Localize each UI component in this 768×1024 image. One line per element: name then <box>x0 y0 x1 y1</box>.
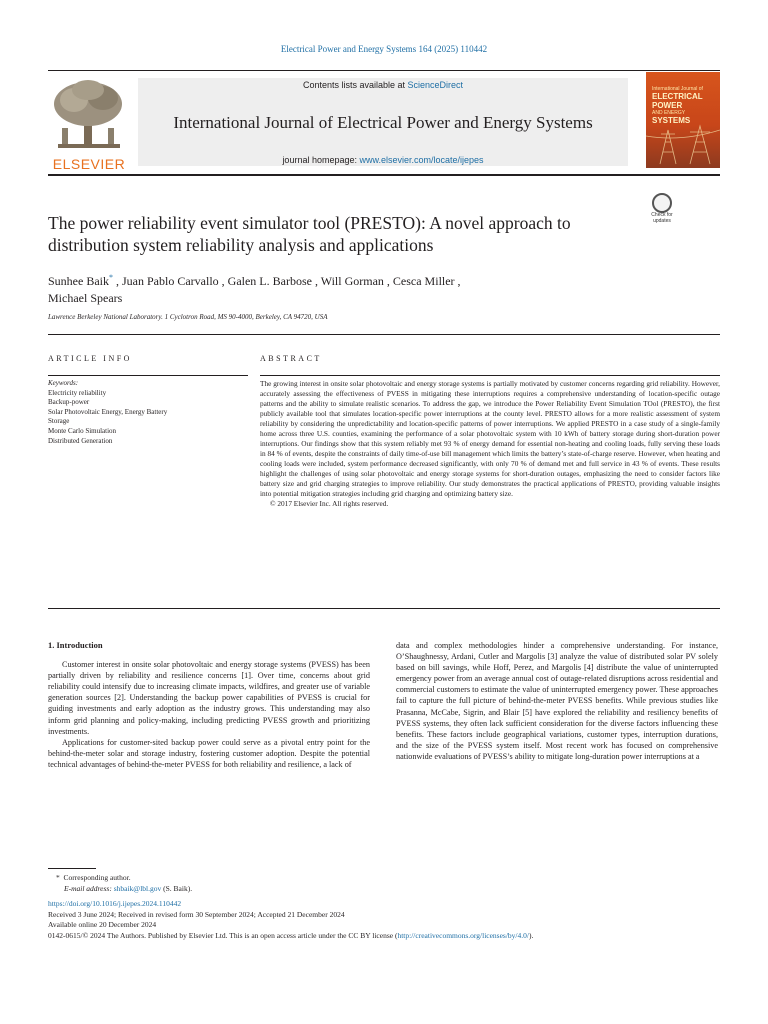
journal-title: International Journal of Electrical Power and Energy Systems <box>173 113 593 132</box>
masthead <box>48 72 720 172</box>
badge-line-1: Check for <box>651 212 673 218</box>
body-paragraph: data and complex methodologies hinder a comprehensive understanding. For instance, O’Shaughnessy, Ardani, Cutler and Margolis [3] analyze the value of distributed solar PV solely based on bill savings, while Hoff, Perez, and Margolis [4] distribute the value of uninterrupted emergency power from an average annual cost of outage-related disruptions across residential and commercial customers to estimate the value of uninterrupted emergency power. These approaches fail to capture the full picture of behind-the-meter PVESS benefits. While previous studies like Prasanna, McCabe, Sigrin, and Blair [5] have explored the reliability and resiliency benefits of PVESS systems, they often lack sufficient consideration for the diverse factors influencing these benefits. These factors include geographical variations, customer types, interruption durations, and the size of the PVESS system itself. Most recent work has focused on comprehensive nationwide evaluations of PVESS’s ability to mitigate long-duration power interruptions at a <box>396 641 718 761</box>
abstract-bottom-rule <box>48 608 720 609</box>
abstract <box>260 379 720 509</box>
article-metadata <box>48 899 728 941</box>
footnote <box>48 868 448 895</box>
footnote-mark: * <box>56 872 60 882</box>
license-prefix: 0142-0615/© 2024 The Authors. Published by Elsevier Ltd. This is an open access article under the CC BY license ( <box>48 930 398 940</box>
body-column-left <box>48 640 370 770</box>
email-label: E-mail address: <box>64 884 114 894</box>
elsevier-tree-icon <box>48 78 130 154</box>
license-line <box>48 931 728 942</box>
contents-line <box>138 80 628 90</box>
body-paragraph: Applications for customer-sited backup power could serve as a pivotal entry point for the behind-the-meter solar and storage industry, fostering customer adoption. Despite the potential technical advantages of behind-the-meter PVESS for both reliability and resilience, a lack of <box>48 737 370 769</box>
keyword-item: Distributed Generation <box>48 436 113 445</box>
sciencedirect-link[interactable]: ScienceDirect <box>407 80 464 90</box>
keyword-item: Electricity reliability <box>48 388 107 397</box>
cover-line-1: ELECTRICAL <box>652 92 703 101</box>
authors-divider <box>48 334 720 335</box>
section-heading-introduction: 1. Introduction <box>48 640 103 650</box>
article-info-rule <box>48 375 248 376</box>
authors-line-1 <box>48 269 648 290</box>
abstract-rule <box>260 375 720 376</box>
footnote-rule <box>48 868 96 869</box>
corresponding-author-note <box>48 872 448 884</box>
contents-prefix: Contents lists available at <box>302 80 408 90</box>
license-link[interactable]: http://creativecommons.org/licenses/by/4.0/ <box>397 930 529 940</box>
keywords-label: Keywords: <box>48 379 79 387</box>
cover-line-3: AND ENERGY <box>652 110 686 116</box>
body-column-right <box>396 640 718 762</box>
badge-text <box>646 213 678 224</box>
body-paragraph: Customer interest in onsite solar photovoltaic and energy storage systems (PVESS) has been partially driven by reliability and resilience concerns [1]. Over time, concerns about grid reliability could intensify due to increasing climate impacts, wildfires, and greater use of variable generation sources [2]. Understanding the backup power capabilities of PVESS is crucial for guiding investments and early adoption as the industry grows. This understanding may also inform grid planning and policy-making, including predicting PVESS growth and prioritizing investments. <box>48 660 370 736</box>
email-link[interactable]: shbaik@lbl.gov <box>113 884 162 894</box>
authors-line-2[interactable]: Michael Spears <box>48 291 123 305</box>
received-dates: Received 3 June 2024; Received in revised form 30 September 2024; Accepted 21 December 2024 <box>48 909 345 919</box>
keyword-item: Storage <box>48 417 70 426</box>
header-bottom-rule <box>48 174 720 176</box>
abstract-heading: ABSTRACT <box>260 354 322 363</box>
corresponding-author-text: Corresponding author. <box>63 872 131 882</box>
header-top-rule <box>48 70 720 71</box>
journal-homepage <box>138 155 628 165</box>
check-for-updates-badge[interactable] <box>646 193 678 231</box>
journal-cover-thumbnail[interactable] <box>646 72 720 168</box>
cover-line-2: POWER <box>652 101 683 110</box>
publisher-logo-word: ELSEVIER <box>52 156 126 172</box>
cover-small-text: International Journal of <box>652 86 703 92</box>
license-suffix: ). <box>528 930 534 940</box>
available-online: Available online 20 December 2024 <box>48 920 157 929</box>
elsevier-logo[interactable] <box>48 78 130 172</box>
abstract-text: The growing interest in onsite solar photovoltaic and energy storage systems is partially motivated by customer concerns regarding grid reliability. However, accurately assessing the effectiveness of PVESS in mitigating these interruptions requires a comprehensive understanding of location-specific outage patterns and the ability to simulate realistic scenarios. To address the gap, we introduce the Power Reliability Event Simulation TOol (PRESTO), the first publicly available tool that simulates location-specific power interruptions at the county level. PRESTO allows for a more realistic assessment of system reliability by considering the unpredictability and location-specific patterns of power interruptions. We applied PRESTO in a case study of a single-family home across three U.S. counties, examining the performance of a solar photovoltaic system with 10 kWh of battery storage during short-duration power interruptions. Our findings show that this system reliably met 93 % of energy demand for essential non-heating and cooling loads, fully serving these loads in 84 % of events, despite the constraints of daily time-of-use bill management which limits the battery’s state-of-charge reserve. However, when heating and cooling loads were included, system performance decreased significantly, with only 70 % of demand met and full service in 43 % of events. These results highlight the challenges of using solar photovoltaic and energy storage systems for short-duration outages, emphasizing the need to consider factors like battery size and grid charging strategies to improve reliability. Our study demonstrates the practical applications of PRESTO, providing valuable insights into potential mitigation strategies including grid charging and optimizing battery size. <box>260 379 720 498</box>
corresponding-author-marker[interactable]: * <box>109 273 113 282</box>
check-updates-icon <box>652 193 672 213</box>
affiliation: Lawrence Berkeley National Laboratory. 1 Cyclotron Road, MS 90-4000, Berkeley, CA 94720, USA <box>48 313 328 321</box>
email-suffix: (S. Baik). <box>161 884 193 894</box>
homepage-link[interactable]: www.elsevier.com/locate/ijepes <box>359 155 484 165</box>
authors-text-1[interactable]: Sunhee Baik* , Juan Pablo Carvallo , Galen L. Barbose , Will Gorman , Cesca Miller , <box>48 273 461 288</box>
badge-line-2: updates <box>653 217 671 224</box>
author-list <box>48 269 648 307</box>
keyword-item: Solar Photovoltaic Energy, Energy Battery <box>48 407 168 416</box>
doi-link[interactable]: https://doi.org/10.1016/j.ijepes.2024.110442 <box>48 899 182 908</box>
homepage-prefix: journal homepage: <box>282 155 360 165</box>
journal-banner <box>138 78 628 166</box>
paper-title: The power reliability event simulator tool (PRESTO): A novel approach to distribution system reliability analysis and applications <box>48 213 571 255</box>
journal-citation[interactable]: Electrical Power and Energy Systems 164 (2025) 110442 <box>280 44 488 54</box>
keyword-item: Backup-power <box>48 398 90 407</box>
keywords-block <box>48 379 248 446</box>
keyword-item: Monte Carlo Simulation <box>48 426 117 435</box>
cover-line-4: SYSTEMS <box>652 116 691 125</box>
abstract-copyright: © 2017 Elsevier Inc. All rights reserved. <box>270 499 389 508</box>
power-pylon-icon <box>646 72 720 168</box>
article-info-heading: ARTICLE INFO <box>48 354 132 363</box>
email-line <box>48 883 448 895</box>
